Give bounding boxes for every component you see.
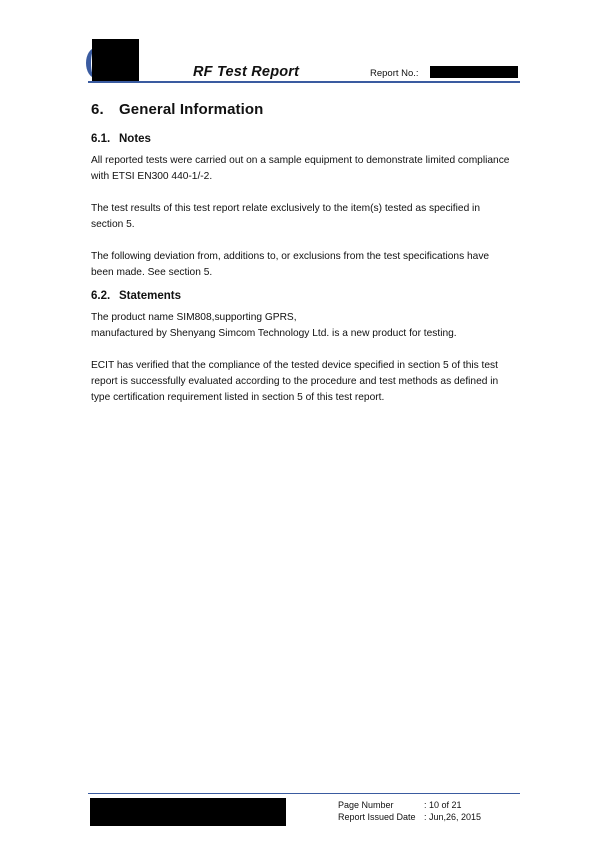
subsection-title: Notes <box>119 133 151 145</box>
statements-paragraph: manufactured by Shenyang Simcom Technology Ltd. is a new product for testing. <box>91 328 457 339</box>
subsection-number: 6.1. <box>91 133 111 145</box>
page-number-label: Page Number <box>338 800 394 810</box>
section-title: General Information <box>119 101 264 118</box>
document-body <box>91 101 511 406</box>
notes-paragraph: The test results of this test report relate exclusively to the item(s) tested as specified in section 5. <box>91 203 480 230</box>
redacted-report-number <box>430 66 518 78</box>
redacted-footer-block <box>90 798 286 826</box>
issued-date-value: : Jun,26, 2015 <box>424 812 482 822</box>
statements-paragraph: ECIT has verified that the compliance of the tested device specified in section 5 of this test report is successfully evaluated according to the procedure and test methods as defined in type certification requirement listed in section 5 of this test report. <box>91 360 499 403</box>
section-number: 6. <box>91 101 104 118</box>
notes-paragraph: All reported tests were carried out on a sample equipment to demonstrate limited compliance with ETSI EN300 440-1/-2. <box>91 155 510 182</box>
subsection-title: Statements <box>119 290 181 302</box>
section-heading <box>91 101 511 118</box>
report-number-label: Report No.: <box>370 68 419 79</box>
notes-paragraph: The following deviation from, additions to, or exclusions from the test specifications have been made. See section 5. <box>91 251 490 278</box>
page-number-value: : 10 of 21 <box>424 800 462 810</box>
footer-divider <box>88 793 520 794</box>
issued-date-label: Report Issued Date <box>338 812 416 822</box>
statements-paragraph: The product name SIM808,supporting GPRS, <box>91 312 297 323</box>
report-header-title: RF Test Report <box>193 64 300 80</box>
header-divider <box>88 81 520 83</box>
footer-values <box>424 799 481 823</box>
subsection-heading-statements <box>91 290 511 302</box>
subsection-number: 6.2. <box>91 290 111 302</box>
footer-labels <box>338 799 416 823</box>
subsection-heading-notes <box>91 133 511 145</box>
redacted-logo <box>92 39 139 82</box>
